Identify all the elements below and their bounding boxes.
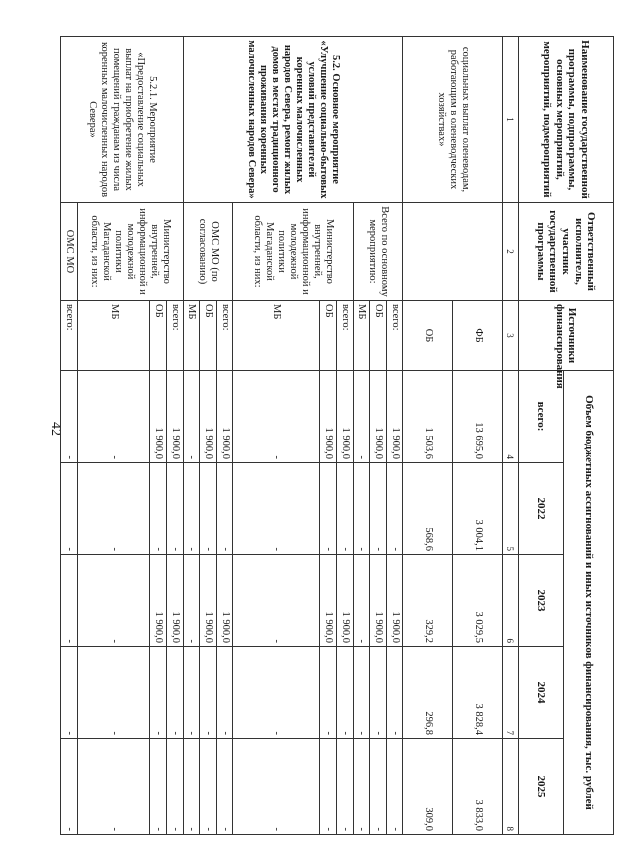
value-2024: - xyxy=(150,647,167,739)
value-2024: - xyxy=(216,647,233,739)
source-ob: ОБ xyxy=(320,301,337,371)
value-2024: - xyxy=(370,647,387,739)
value-total: 1 900,0 xyxy=(370,371,387,463)
value-2025: - xyxy=(386,739,403,835)
value-2024: 3 828,4 xyxy=(453,647,503,739)
value-2022: 568,6 xyxy=(403,463,453,555)
value-2023: - xyxy=(183,555,200,647)
header-total: всего: xyxy=(518,371,564,463)
value-2022: - xyxy=(353,463,370,555)
value-total: 1 900,0 xyxy=(150,371,167,463)
value-2024: - xyxy=(77,647,150,739)
value-2024: - xyxy=(320,647,337,739)
source-mb: МБ xyxy=(353,301,370,371)
value-2025: 309,0 xyxy=(403,739,453,835)
value-2025: - xyxy=(320,739,337,835)
value-total: - xyxy=(233,371,320,463)
value-2022: - xyxy=(337,463,354,555)
value-2022: 3 004,1 xyxy=(453,463,503,555)
value-total: - xyxy=(353,371,370,463)
value-2023: 1 900,0 xyxy=(370,555,387,647)
value-2025: - xyxy=(150,739,167,835)
header-funding-volume: Объем бюджетных ассигнований и иных источников финансирования, тыс. рублей xyxy=(564,371,614,835)
value-2023: 1 900,0 xyxy=(386,555,403,647)
value-2022: - xyxy=(166,463,183,555)
value-total: 1 900,0 xyxy=(386,371,403,463)
col-number: 5 xyxy=(503,463,519,555)
executor-ministry: Министерство внутренней, информационной и молодежной политики Магаданской области, из них: xyxy=(233,203,353,301)
executor-oms: ОМС МО (по согласованию) xyxy=(183,203,233,301)
value-total: 1 900,0 xyxy=(216,371,233,463)
value-2023: 1 900,0 xyxy=(216,555,233,647)
value-2024: - xyxy=(61,647,78,739)
header-2022: 2022 xyxy=(518,463,564,555)
header-2025: 2025 xyxy=(518,739,564,835)
document-table-wrapper xyxy=(60,36,614,834)
value-2025: - xyxy=(370,739,387,835)
executor-empty xyxy=(403,203,503,301)
source-all: всего: xyxy=(337,301,354,371)
value-2023: - xyxy=(353,555,370,647)
value-2023: - xyxy=(233,555,320,647)
col-number: 4 xyxy=(503,371,519,463)
value-2023: 3 029,5 xyxy=(453,555,503,647)
source-ob: ОБ xyxy=(200,301,217,371)
value-2023: 1 900,0 xyxy=(200,555,217,647)
header-2023: 2023 xyxy=(518,555,564,647)
value-2025: 3 833,0 xyxy=(453,739,503,835)
value-total: 1 900,0 xyxy=(200,371,217,463)
value-2022: - xyxy=(233,463,320,555)
value-2022: - xyxy=(200,463,217,555)
value-2022: - xyxy=(61,463,78,555)
col-number: 2 xyxy=(503,203,519,301)
value-2023: 1 900,0 xyxy=(150,555,167,647)
value-total: 1 900,0 xyxy=(337,371,354,463)
value-2024: - xyxy=(233,647,320,739)
value-total: 1 503,6 xyxy=(403,371,453,463)
value-2022: - xyxy=(77,463,150,555)
source-all: всего: xyxy=(61,301,78,371)
value-2025: - xyxy=(77,739,150,835)
value-2022: - xyxy=(386,463,403,555)
value-2024: - xyxy=(166,647,183,739)
activity-5-2-1: 5.2.1. Мероприятие «Предоставление социальных выплат на приобретение жилых помещений гражданам из числа коренных малочисленных народов Севера» xyxy=(61,37,184,203)
funding-table xyxy=(60,36,614,835)
source-ob: ОБ xyxy=(403,301,453,371)
header-2024: 2024 xyxy=(518,647,564,739)
executor-all: Всего по основному мероприятию: xyxy=(353,203,403,301)
value-2022: - xyxy=(370,463,387,555)
value-total: 13 695,0 xyxy=(453,371,503,463)
value-2022: - xyxy=(183,463,200,555)
source-ob: ОБ xyxy=(150,301,167,371)
value-total: - xyxy=(183,371,200,463)
value-2023: - xyxy=(61,555,78,647)
header-source: Источники финансирования xyxy=(518,301,613,371)
source-all: всего: xyxy=(386,301,403,371)
main-activity-5-2: 5.2. Основное мероприятие «Улучшение социально-бытовых условий представителей коренных малочисленных народов Севера, ремонт жилых домов в местах традиционного проживания коренных малочисленных народов Севера» xyxy=(183,37,403,203)
col-number: 1 xyxy=(503,37,519,203)
header-program-name: Наименование государственной программы, подпрограммы, основных мероприятий, мероприятий, подмероприятий xyxy=(518,37,613,203)
source-all: всего: xyxy=(216,301,233,371)
value-2025: - xyxy=(166,739,183,835)
value-total: - xyxy=(77,371,150,463)
col-number: 8 xyxy=(503,739,519,835)
page-number: 42 xyxy=(48,422,63,436)
header-executor: Ответственный исполнитель, участник государственной программы xyxy=(518,203,613,301)
col-number: 6 xyxy=(503,555,519,647)
value-2025: - xyxy=(216,739,233,835)
executor-ministry: Министерство внутренней, информационной и молодежной политики Магаданской области, из них: xyxy=(77,203,183,301)
source-fb: ФБ xyxy=(453,301,503,371)
value-2025: - xyxy=(337,739,354,835)
value-2023: - xyxy=(77,555,150,647)
value-2023: 1 900,0 xyxy=(166,555,183,647)
value-2022: - xyxy=(320,463,337,555)
source-mb: МБ xyxy=(233,301,320,371)
col-number: 7 xyxy=(503,647,519,739)
value-2025: - xyxy=(233,739,320,835)
value-2024: - xyxy=(353,647,370,739)
value-2024: - xyxy=(200,647,217,739)
value-2024: 296,8 xyxy=(403,647,453,739)
value-total: 1 900,0 xyxy=(166,371,183,463)
value-2023: 1 900,0 xyxy=(320,555,337,647)
value-2022: - xyxy=(150,463,167,555)
value-total: 1 900,0 xyxy=(320,371,337,463)
executor-oms: ОМС МО xyxy=(61,203,78,301)
value-2025: - xyxy=(200,739,217,835)
value-2024: - xyxy=(386,647,403,739)
value-2022: - xyxy=(216,463,233,555)
value-2025: - xyxy=(61,739,78,835)
source-mb: МБ xyxy=(77,301,150,371)
value-2023: 1 900,0 xyxy=(337,555,354,647)
value-2024: - xyxy=(183,647,200,739)
value-2025: - xyxy=(183,739,200,835)
value-total: - xyxy=(61,371,78,463)
value-2025: - xyxy=(353,739,370,835)
source-ob: ОБ xyxy=(370,301,387,371)
value-2024: - xyxy=(337,647,354,739)
value-2023: 329,2 xyxy=(403,555,453,647)
source-all: всего: xyxy=(166,301,183,371)
row-name-continued: социальных выплат оленеводам, работающим в оленеводческих хозяйствах» xyxy=(403,37,503,203)
col-number: 3 xyxy=(503,301,519,371)
source-mb: МБ xyxy=(183,301,200,371)
